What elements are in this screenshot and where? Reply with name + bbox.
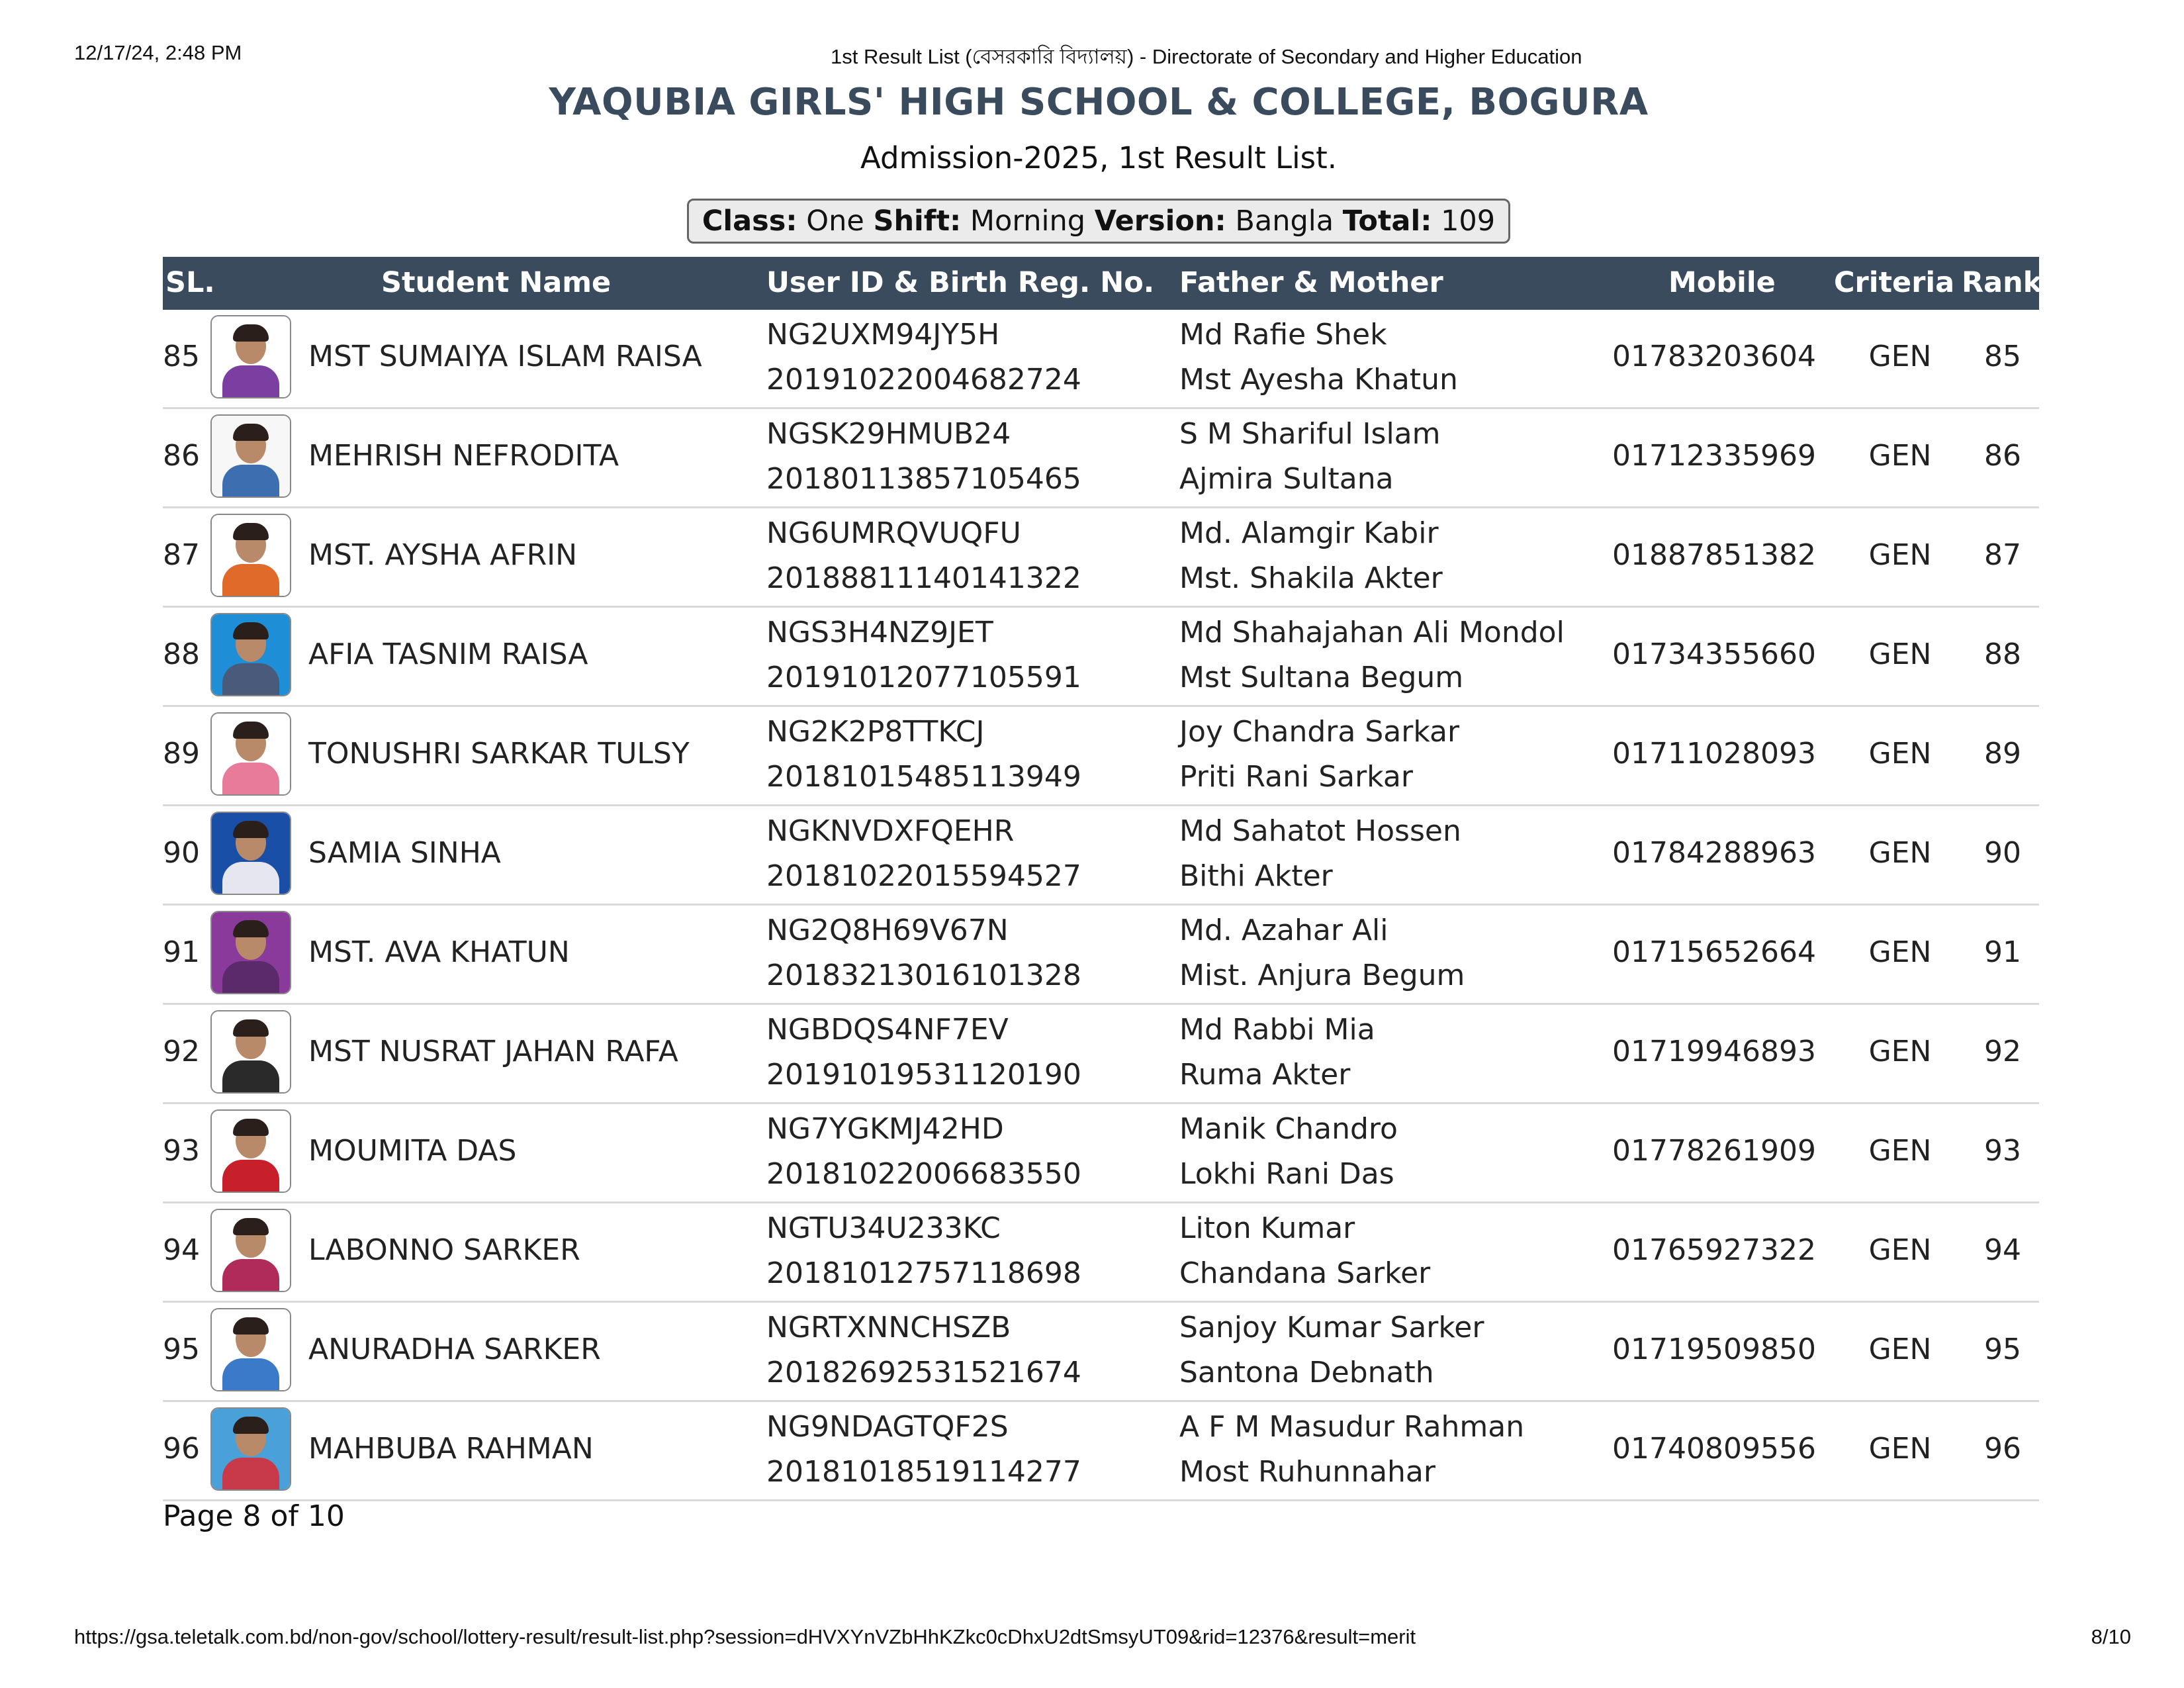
row-student-name: MST. AVA KHATUN <box>308 935 570 969</box>
page-label: Page 8 of 10 <box>163 1499 345 1533</box>
row-sl: 88 <box>163 637 200 671</box>
row-user-id: NGTU34U233KC <box>766 1211 1001 1245</box>
row-rank: 96 <box>1984 1432 2021 1466</box>
row-criteria: GEN <box>1868 1432 1932 1466</box>
row-rank: 91 <box>1984 935 2021 969</box>
class-label: Class: <box>702 205 797 238</box>
row-father-name: Manik Chandro <box>1179 1112 1398 1146</box>
print-url: https://gsa.teletalk.com.bd/non-gov/school/lottery-result/result-list.php?session=dHVXYnVZbHhKZkc0cDhxU2dtSmsyUT09&rid=12376&result=merit <box>74 1625 1416 1648</box>
row-birth-reg-no: 20191019531120190 <box>766 1058 1081 1092</box>
header-rank: Rank <box>1962 266 2042 299</box>
row-birth-reg-no: 20191022004682724 <box>766 363 1081 397</box>
row-mobile: 01734355660 <box>1612 637 1816 671</box>
row-rank: 89 <box>1984 737 2021 771</box>
total-value: 109 <box>1441 205 1496 238</box>
row-mobile: 01715652664 <box>1612 935 1816 969</box>
row-father-name: Md Shahajahan Ali Mondol <box>1179 616 1565 649</box>
row-student-name: MEHRISH NEFRODITA <box>308 439 619 473</box>
row-user-id: NG9NDAGTQF2S <box>766 1410 1009 1444</box>
row-sl: 85 <box>163 340 200 373</box>
row-sl: 90 <box>163 836 200 870</box>
table-row <box>163 1005 2039 1104</box>
row-mobile: 01740809556 <box>1612 1432 1816 1466</box>
row-mother-name: Most Ruhunnahar <box>1179 1455 1435 1489</box>
row-student-name: AFIA TASNIM RAISA <box>308 637 588 671</box>
row-mother-name: Chandana Sarker <box>1179 1256 1431 1290</box>
row-sl: 95 <box>163 1333 200 1366</box>
row-father-name: Md. Azahar Ali <box>1179 914 1388 947</box>
row-student-name: MAHBUBA RAHMAN <box>308 1432 594 1466</box>
row-sl: 96 <box>163 1432 200 1466</box>
row-rank: 86 <box>1984 439 2021 473</box>
row-sl: 94 <box>163 1233 200 1267</box>
row-birth-reg-no: 20191012077105591 <box>766 661 1081 694</box>
row-mother-name: Priti Rani Sarkar <box>1179 760 1413 794</box>
row-rank: 85 <box>1984 340 2021 373</box>
row-father-name: A F M Masudur Rahman <box>1179 1410 1525 1444</box>
row-mobile: 01783203604 <box>1612 340 1816 373</box>
student-photo <box>210 911 291 994</box>
row-mother-name: Ruma Akter <box>1179 1058 1351 1092</box>
row-birth-reg-no: 20180113857105465 <box>766 462 1081 496</box>
header-father-mother: Father & Mother <box>1179 266 1443 299</box>
row-user-id: NG2K2P8TTKCJ <box>766 715 985 749</box>
row-mother-name: Mst. Shakila Akter <box>1179 561 1443 595</box>
header-mobile: Mobile <box>1668 266 1776 299</box>
row-mobile: 01887851382 <box>1612 538 1816 572</box>
table-row <box>163 608 2039 707</box>
row-father-name: Joy Chandra Sarkar <box>1179 715 1460 749</box>
row-sl: 89 <box>163 737 200 771</box>
row-birth-reg-no: 20181022006683550 <box>766 1157 1081 1191</box>
row-mobile: 01784288963 <box>1612 836 1816 870</box>
row-criteria: GEN <box>1868 439 1932 473</box>
row-user-id: NGSK29HMUB24 <box>766 417 1011 451</box>
row-birth-reg-no: 20183213016101328 <box>766 959 1081 992</box>
student-photo <box>210 514 291 597</box>
row-father-name: Md Rabbi Mia <box>1179 1013 1375 1047</box>
header-criteria: Criteria <box>1834 266 1955 299</box>
row-birth-reg-no: 20181015485113949 <box>766 760 1081 794</box>
student-photo <box>210 1308 291 1391</box>
row-sl: 91 <box>163 935 200 969</box>
row-student-name: ANURADHA SARKER <box>308 1333 601 1366</box>
student-photo <box>210 812 291 895</box>
row-student-name: LABONNO SARKER <box>308 1233 580 1267</box>
header-sl: SL. <box>165 266 215 299</box>
student-photo <box>210 414 291 498</box>
row-rank: 94 <box>1984 1233 2021 1267</box>
row-student-name: MOUMITA DAS <box>308 1134 517 1168</box>
table-row <box>163 707 2039 806</box>
row-user-id: NG2UXM94JY5H <box>766 318 1000 352</box>
row-rank: 88 <box>1984 637 2021 671</box>
school-title: YAQUBIA GIRLS' HIGH SCHOOL & COLLEGE, BOGURA <box>549 81 1649 124</box>
class-info-box <box>687 199 1510 244</box>
class-value: One <box>806 205 864 238</box>
row-mother-name: Santona Debnath <box>1179 1356 1434 1389</box>
row-mobile: 01711028093 <box>1612 737 1816 771</box>
row-mother-name: Bithi Akter <box>1179 859 1333 893</box>
row-student-name: MST. AYSHA AFRIN <box>308 538 578 572</box>
table-body <box>163 310 2039 1501</box>
student-photo <box>210 1109 291 1193</box>
table-row <box>163 508 2039 608</box>
row-criteria: GEN <box>1868 340 1932 373</box>
header-user-id: User ID & Birth Reg. No. <box>766 266 1155 299</box>
row-criteria: GEN <box>1868 1333 1932 1366</box>
row-rank: 95 <box>1984 1333 2021 1366</box>
student-photo <box>210 712 291 796</box>
row-user-id: NG2Q8H69V67N <box>766 914 1009 947</box>
row-mobile: 01719946893 <box>1612 1035 1816 1068</box>
row-sl: 87 <box>163 538 200 572</box>
row-father-name: Sanjoy Kumar Sarker <box>1179 1311 1484 1344</box>
version-value: Bangla <box>1235 205 1334 238</box>
row-mobile: 01778261909 <box>1612 1134 1816 1168</box>
row-criteria: GEN <box>1868 538 1932 572</box>
row-birth-reg-no: 20181012757118698 <box>766 1256 1081 1290</box>
row-father-name: Liton Kumar <box>1179 1211 1355 1245</box>
class-info-wrap <box>0 199 2184 244</box>
row-father-name: S M Shariful Islam <box>1179 417 1441 451</box>
result-table <box>163 257 2042 1501</box>
row-criteria: GEN <box>1868 637 1932 671</box>
row-rank: 90 <box>1984 836 2021 870</box>
row-mobile: 01712335969 <box>1612 439 1816 473</box>
row-student-name: MST SUMAIYA ISLAM RAISA <box>308 340 702 373</box>
row-criteria: GEN <box>1868 836 1932 870</box>
student-photo <box>210 1407 291 1491</box>
row-birth-reg-no: 20182692531521674 <box>766 1356 1081 1389</box>
table-row <box>163 1203 2039 1303</box>
row-user-id: NG6UMRQVUQFU <box>766 516 1021 550</box>
row-user-id: NGKNVDXFQEHR <box>766 814 1015 848</box>
table-row <box>163 310 2039 409</box>
student-photo <box>210 315 291 399</box>
row-criteria: GEN <box>1868 935 1932 969</box>
row-mother-name: Ajmira Sultana <box>1179 462 1394 496</box>
row-father-name: Md Rafie Shek <box>1179 318 1387 352</box>
row-mobile: 01765927322 <box>1612 1233 1816 1267</box>
row-father-name: Md Sahatot Hossen <box>1179 814 1461 848</box>
print-datetime: 12/17/24, 2:48 PM <box>74 41 242 64</box>
table-row <box>163 409 2039 508</box>
row-user-id: NGS3H4NZ9JET <box>766 616 993 649</box>
row-sl: 86 <box>163 439 200 473</box>
row-student-name: MST NUSRAT JAHAN RAFA <box>308 1035 678 1068</box>
row-sl: 93 <box>163 1134 200 1168</box>
row-criteria: GEN <box>1868 1134 1932 1168</box>
row-birth-reg-no: 20188811140141322 <box>766 561 1081 595</box>
table-row <box>163 806 2039 906</box>
row-criteria: GEN <box>1868 737 1932 771</box>
row-user-id: NGBDQS4NF7EV <box>766 1013 1009 1047</box>
row-student-name: SAMIA SINHA <box>308 836 501 870</box>
row-sl: 92 <box>163 1035 200 1068</box>
shift-label: Shift: <box>873 205 962 238</box>
row-birth-reg-no: 20181018519114277 <box>766 1455 1081 1489</box>
total-label: Total: <box>1342 205 1432 238</box>
table-row <box>163 1104 2039 1203</box>
print-page-title: 1st Result List (বেসরকারি বিদ্যালয়) - Directorate of Secondary and Higher Education <box>831 45 1582 68</box>
row-rank: 87 <box>1984 538 2021 572</box>
student-photo <box>210 1010 291 1094</box>
result-list-subtitle: Admission-2025, 1st Result List. <box>860 140 1338 175</box>
table-row <box>163 1402 2039 1501</box>
row-mother-name: Mst Sultana Begum <box>1179 661 1464 694</box>
table-row <box>163 906 2039 1005</box>
table-row <box>163 1303 2039 1402</box>
header-student-name: Student Name <box>381 266 612 299</box>
row-criteria: GEN <box>1868 1233 1932 1267</box>
row-mobile: 01719509850 <box>1612 1333 1816 1366</box>
row-birth-reg-no: 20181022015594527 <box>766 859 1081 893</box>
row-father-name: Md. Alamgir Kabir <box>1179 516 1439 550</box>
row-rank: 93 <box>1984 1134 2021 1168</box>
row-mother-name: Lokhi Rani Das <box>1179 1157 1394 1191</box>
shift-value: Morning <box>970 205 1086 238</box>
row-user-id: NGRTXNNCHSZB <box>766 1311 1011 1344</box>
row-rank: 92 <box>1984 1035 2021 1068</box>
row-criteria: GEN <box>1868 1035 1932 1068</box>
table-header <box>163 257 2042 310</box>
student-photo <box>210 613 291 696</box>
version-label: Version: <box>1094 205 1226 238</box>
row-mother-name: Mst Ayesha Khatun <box>1179 363 1458 397</box>
row-user-id: NG7YGKMJ42HD <box>766 1112 1004 1146</box>
row-student-name: TONUSHRI SARKAR TULSY <box>308 737 690 771</box>
student-photo <box>210 1209 291 1292</box>
row-mother-name: Mist. Anjura Begum <box>1179 959 1465 992</box>
print-page-number: 8/10 <box>2091 1625 2131 1648</box>
